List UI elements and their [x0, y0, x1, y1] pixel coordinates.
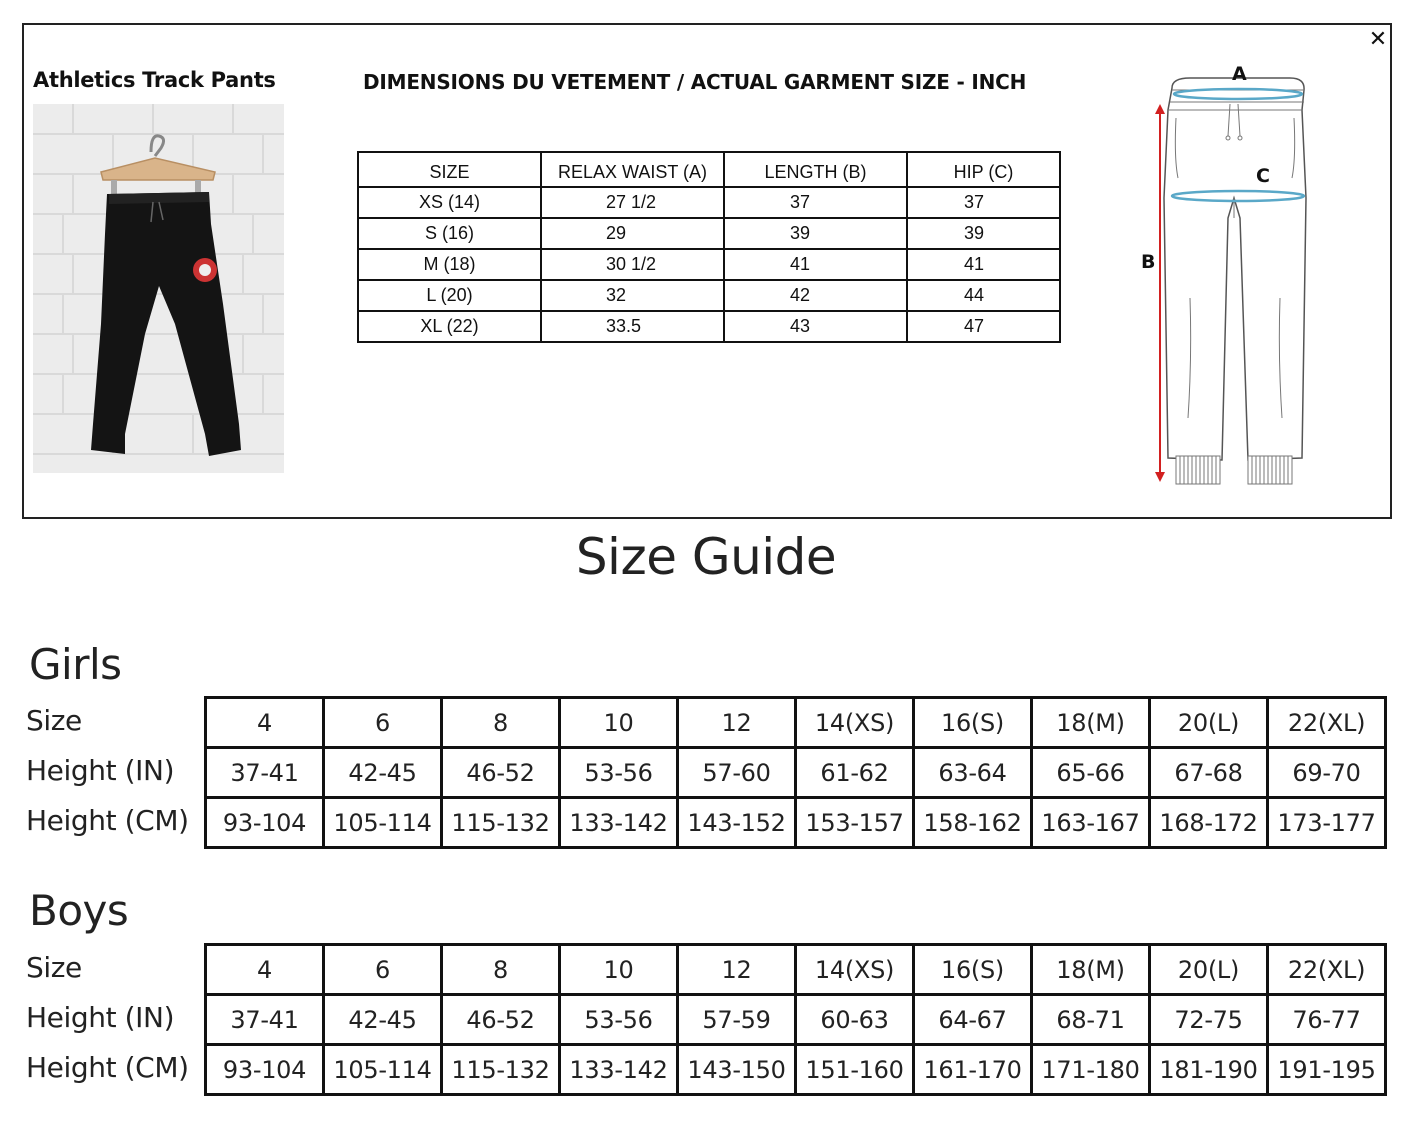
- boys-section-title: Boys: [29, 886, 129, 935]
- table-cell: 32: [541, 280, 724, 311]
- table-cell: 153-157: [796, 798, 914, 848]
- table-cell: 8: [442, 698, 560, 748]
- table-row: [358, 311, 1060, 342]
- header-relax-waist: RELAX WAIST (A): [541, 152, 724, 187]
- table-header-row: [358, 152, 1060, 187]
- pants-measurement-diagram: [1130, 58, 1320, 498]
- table-cell: 39: [724, 218, 907, 249]
- table-cell: L (20): [358, 280, 541, 311]
- boys-height-cm-label: Height (CM): [26, 1051, 189, 1084]
- table-cell: 22(XL): [1268, 945, 1386, 995]
- table-cell: 27 1/2: [541, 187, 724, 218]
- table-row: [358, 218, 1060, 249]
- girls-size-table: [204, 696, 1387, 849]
- table-cell: 72-75: [1150, 995, 1268, 1045]
- table-cell: 30 1/2: [541, 249, 724, 280]
- table-row: [206, 995, 1386, 1045]
- table-cell: 115-132: [442, 798, 560, 848]
- label-a: A: [1232, 63, 1247, 85]
- table-cell: 61-62: [796, 748, 914, 798]
- table-cell: 47: [907, 311, 1060, 342]
- table-cell: XL (22): [358, 311, 541, 342]
- table-cell: 37-41: [206, 748, 324, 798]
- product-title: Athletics Track Pants: [33, 68, 276, 92]
- table-cell: 14(XS): [796, 698, 914, 748]
- girls-size-label: Size: [26, 704, 82, 737]
- table-cell: 93-104: [206, 1045, 324, 1095]
- table-cell: 46-52: [442, 748, 560, 798]
- table-row: [358, 249, 1060, 280]
- table-cell: 4: [206, 698, 324, 748]
- dimensions-title: DIMENSIONS DU VETEMENT / ACTUAL GARMENT SIZE - INCH: [363, 70, 1027, 94]
- table-cell: 29: [541, 218, 724, 249]
- table-cell: 20(L): [1150, 945, 1268, 995]
- size-guide-title: Size Guide: [575, 528, 837, 586]
- table-cell: 12: [678, 945, 796, 995]
- label-c: C: [1256, 165, 1270, 187]
- table-cell: 42: [724, 280, 907, 311]
- table-cell: 37: [724, 187, 907, 218]
- table-cell: 43: [724, 311, 907, 342]
- table-cell: 60-63: [796, 995, 914, 1045]
- table-cell: 20(L): [1150, 698, 1268, 748]
- table-cell: 12: [678, 698, 796, 748]
- table-cell: 133-142: [560, 1045, 678, 1095]
- table-cell: 191-195: [1268, 1045, 1386, 1095]
- table-cell: 63-64: [914, 748, 1032, 798]
- table-cell: 18(M): [1032, 945, 1150, 995]
- table-cell: 41: [907, 249, 1060, 280]
- table-cell: 10: [560, 698, 678, 748]
- boys-size-label: Size: [26, 951, 82, 984]
- table-cell: 53-56: [560, 748, 678, 798]
- table-cell: 6: [324, 945, 442, 995]
- table-cell: 39: [907, 218, 1060, 249]
- table-cell: 143-152: [678, 798, 796, 848]
- table-cell: 67-68: [1150, 748, 1268, 798]
- boys-size-table: [204, 943, 1387, 1096]
- table-cell: 76-77: [1268, 995, 1386, 1045]
- table-cell: 42-45: [324, 748, 442, 798]
- table-cell: 93-104: [206, 798, 324, 848]
- girls-section-title: Girls: [29, 640, 122, 689]
- header-hip: HIP (C): [907, 152, 1060, 187]
- table-row: [206, 798, 1386, 848]
- table-cell: 37-41: [206, 995, 324, 1045]
- table-cell: 57-60: [678, 748, 796, 798]
- table-cell: 105-114: [324, 798, 442, 848]
- table-cell: 64-67: [914, 995, 1032, 1045]
- table-cell: 158-162: [914, 798, 1032, 848]
- table-cell: 33.5: [541, 311, 724, 342]
- boys-height-in-label: Height (IN): [26, 1001, 175, 1034]
- table-cell: 8: [442, 945, 560, 995]
- table-cell: 22(XL): [1268, 698, 1386, 748]
- label-b: B: [1141, 251, 1156, 273]
- table-row: [206, 945, 1386, 995]
- table-cell: 18(M): [1032, 698, 1150, 748]
- table-cell: 16(S): [914, 698, 1032, 748]
- table-cell: 105-114: [324, 1045, 442, 1095]
- table-cell: 161-170: [914, 1045, 1032, 1095]
- table-cell: 168-172: [1150, 798, 1268, 848]
- girls-height-in-label: Height (IN): [26, 754, 175, 787]
- table-cell: 173-177: [1268, 798, 1386, 848]
- table-cell: M (18): [358, 249, 541, 280]
- table-cell: 41: [724, 249, 907, 280]
- table-cell: 6: [324, 698, 442, 748]
- table-cell: 133-142: [560, 798, 678, 848]
- table-row: [358, 187, 1060, 218]
- table-cell: 115-132: [442, 1045, 560, 1095]
- table-cell: XS (14): [358, 187, 541, 218]
- table-cell: 4: [206, 945, 324, 995]
- table-cell: 10: [560, 945, 678, 995]
- table-row: [206, 748, 1386, 798]
- table-cell: 16(S): [914, 945, 1032, 995]
- table-cell: 69-70: [1268, 748, 1386, 798]
- table-cell: 143-150: [678, 1045, 796, 1095]
- table-row: [206, 1045, 1386, 1095]
- header-length: LENGTH (B): [724, 152, 907, 187]
- header-size: SIZE: [358, 152, 541, 187]
- girls-height-cm-label: Height (CM): [26, 804, 189, 837]
- table-row: [206, 698, 1386, 748]
- table-cell: 42-45: [324, 995, 442, 1045]
- track-pants-photo: [33, 104, 284, 473]
- table-cell: 53-56: [560, 995, 678, 1045]
- garment-dimensions-table: [357, 151, 1061, 343]
- table-cell: 68-71: [1032, 995, 1150, 1045]
- close-icon[interactable]: ✕: [1368, 27, 1388, 52]
- table-cell: 14(XS): [796, 945, 914, 995]
- table-cell: 171-180: [1032, 1045, 1150, 1095]
- table-cell: 65-66: [1032, 748, 1150, 798]
- table-cell: S (16): [358, 218, 541, 249]
- table-cell: 57-59: [678, 995, 796, 1045]
- table-cell: 181-190: [1150, 1045, 1268, 1095]
- table-cell: 151-160: [796, 1045, 914, 1095]
- table-cell: 37: [907, 187, 1060, 218]
- table-cell: 46-52: [442, 995, 560, 1045]
- table-cell: 163-167: [1032, 798, 1150, 848]
- table-row: [358, 280, 1060, 311]
- table-cell: 44: [907, 280, 1060, 311]
